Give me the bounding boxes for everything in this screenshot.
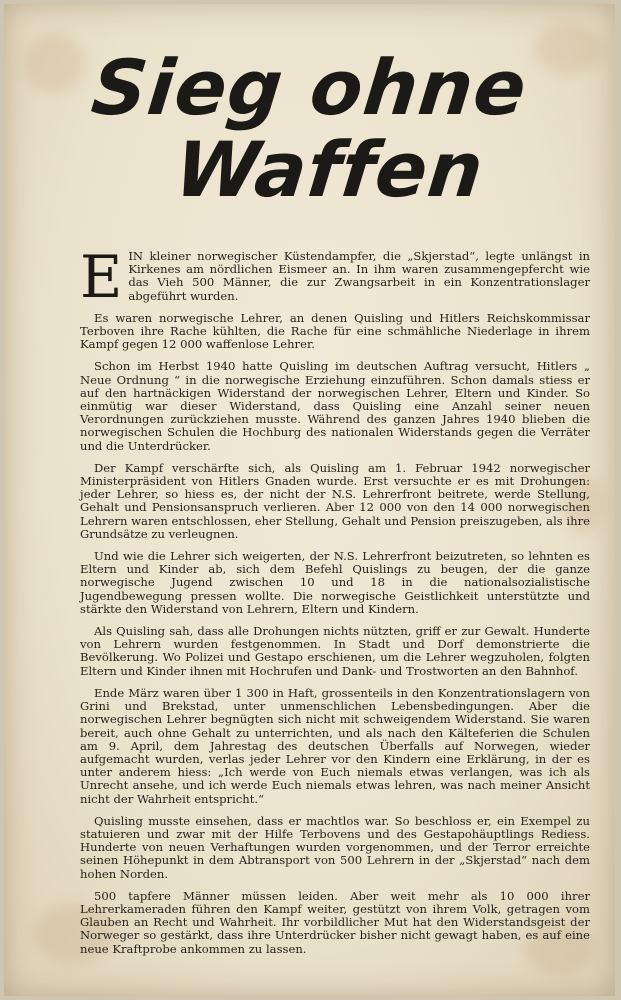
headline-line-2: Waffen [171,125,489,214]
leaflet-page [4,4,615,996]
headline-line-1: Sieg ohne [87,43,532,132]
paragraph: 500 tapfere Männer müssen leiden. Aber weit mehr als 10 000 ihrer Lehrerkameraden führen den Kampf weiter, gestützt von ihrem Volk, getragen vom Glauben an Recht und Wahrheit. Ihr vorbildlicher Mut hat den Widerstandsgeist der Norweger so gestärkt, dass ihre Unterdrücker bisher nicht gewagt haben, es auf eine neue Kraftprobe ankommen zu lassen. [80,888,590,956]
paragraph: Schon im Herbst 1940 hatte Quisling im deutschen Auftrag versucht, Hitlers „ Neue Ordnung “ in die norwegische Erziehung einzuführen. Schon damals stiess er auf den hartnäckigen Widerstand der norwegischen Lehrer, Eltern und Kinder. So einmütig war dieser Widerstand, dass Quisling eine Anzahl seiner neuen Verordnungen zurückziehen musste. Während des ganzen Jahres 1940 blieben die norwegischen Schulen die Hochburg des nationalen Widerstands gegen die Verräter und die Unterdrücker. [80,359,590,453]
intro-paragraph [80,243,590,311]
drop-cap-letter: E [80,243,123,311]
paragraph: Als Quisling sah, dass alle Drohungen nichts nützten, griff er zur Gewalt. Hunderte von Lehrern wurden festgenommen. In Stadt und Dorf demonstrierte die Bevölkerung. Wo Polizei und Gestapo erschienen, um die Lehrer wegzuholen, folgten Eltern und Kinder ihnen mit Hochrufen und Dank- und Trostworten an den Bahnhof. [80,624,590,678]
paragraph: Es waren norwegische Lehrer, an denen Quisling und Hitlers Reichskommissar Terboven ihre Rache kühlten, die Rache für eine schmähliche Niederlage in ihrem Kampf gegen 12 000 waffenlose Lehrer. [80,310,590,352]
intro-text: IN kleiner norwegischer Küstendampfer, die „Skjerstad“, legte unlängst in Kirkenes am nördlichen Eismeer an. In ihm waren zusammengepfercht wie das Vieh 500 Männer, die zur Zwangsarbeit in ein Konzentrationslager abgeführt wurden. [128,249,590,303]
paragraph: Ende März waren über 1 300 in Haft, grossenteils in den Konzentrationslagern von Grini und Brekstad, unter unmenschlichen Lebensbedingungen. Aber die norwegischen Lehrer begnügten sich nicht mit schweigendem Widerstand. Sie waren bereit, auch ohne Gehalt zu unterrichten, und als nach den Kälteferien die Schulen am 9. April, dem Jahrestag des deutschen Überfalls auf Norwegen, wieder aufgemacht wurden, verlas jeder Lehrer vor den Kindern eine Erklärung, in der es unter anderem hiess: „Ich werde von Euch niemals etwas verlangen, was ich als Unrecht ansehe, und ich werde Euch niemals etwas lehren, was nach meiner Ansicht nicht der Wahrheit entspricht.“ [80,685,590,806]
article-body [80,243,591,965]
paragraph: Der Kampf verschärfte sich, als Quisling am 1. Februar 1942 norwegischer Ministerpräsident von Hitlers Gnaden wurde. Erst versuchte er es mit Drohungen: jeder Lehrer, so hiess es, der nicht der N.S. Lehrerfront beitrete, werde Stellung, Gehalt und Pensionsanspruch verlieren. Aber 12 000 von den 14 000 norwegischen Lehrern waren entschlossen, eher Stellung, Gehalt und Pension preiszugeben, als ihre Grundsätze zu verleugnen. [80,460,591,541]
paragraph: Und wie die Lehrer sich weigerten, der N.S. Lehrerfront beizutreten, so lehnten es Eltern und Kinder ab, sich dem Befehl Quislings zu beugen, der die ganze norwegische Jugend zwischen 10 und 18 in die nationalsozialistische Jugendbewegung pressen wollte. Die norwegische Geistlichkeit unterstützte und stärkte den Widerstand von Lehrern, Eltern und Kindern. [80,549,590,616]
paragraph: Quisling musste einsehen, dass er machtlos war. So beschloss er, ein Exempel zu statuieren und zwar mit der Hilfe Terbovens und des Gestapohäuptlings Rediess. Hunderte von neuen Verhaftungen wurden vorgenommen, und der Terror erreichte seinen Höhepunkt in dem Abtransport von 500 Lehrern in der „Skjerstad“ nach dem hohen Norden. [80,813,590,881]
